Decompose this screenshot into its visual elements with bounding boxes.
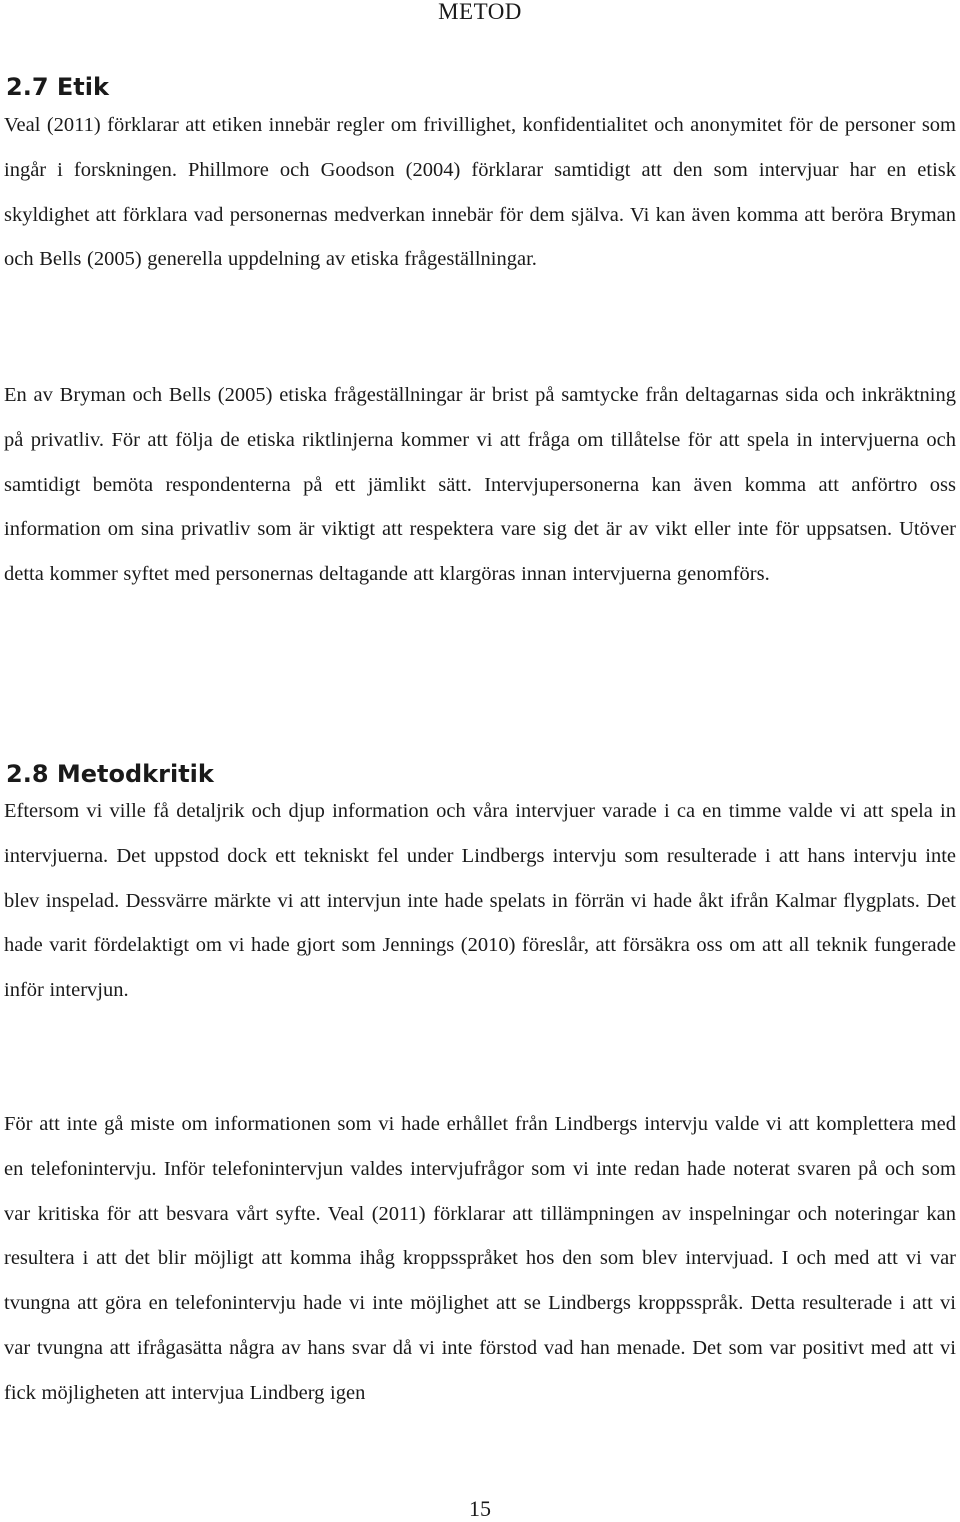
running-header: METOD: [438, 0, 522, 24]
paragraph-metodkritik-1: Eftersom vi ville få detaljrik och djup information och våra intervjuer varade i ca en timme valde vi att spela in intervjuerna. Det uppstod dock ett tekniskt fel under Lindbergs intervju som resulterade i att hans intervju inte blev inspelad. Dessvärre märkte vi att intervjun inte hade spelats in förrän vi hade åkt ifrån Kalmar flygplats. Det hade varit fördelaktigt om vi hade gjort som Jennings (2010) föreslår, att försäkra oss om att all teknik fungerade inför intervjun.: [4, 800, 956, 1002]
paragraph-etik-1: Veal (2011) förklarar att etiken innebär regler om frivillighet, konfidentialitet och anonymitet för de personer som ingår i forskningen. Phillmore och Goodson (2004) förklarar samtidigt att den som intervjuar har en etisk skyldighet att förklara vad personernas medverkan innebär för dem själva. Vi kan även komma att beröra Bryman och Bells (2005) generella uppdelning av etiska frågeställningar.: [4, 114, 956, 271]
section-heading-etik: 2.7 Etik: [6, 73, 109, 101]
paragraph-etik-2: En av Bryman och Bells (2005) etiska frågeställningar är brist på samtycke från deltagarnas sida och inkräktning på privatliv. För att följa de etiska riktlinjerna kommer vi att fråga om tillåtelse för att spela in intervjuerna och samtidigt bemöta respondenterna på ett jämlikt sätt. Intervjupersonerna kan även komma att anförtro oss information om sina privatliv som är viktigt att respektera vare sig det är av vikt eller inte för uppsatsen. Utöver detta kommer syftet med personernas deltagande att klargöras innan intervjuerna genomförs.: [4, 384, 956, 586]
section-heading-metodkritik: 2.8 Metodkritik: [6, 760, 214, 788]
paragraph-metodkritik-2: För att inte gå miste om informationen som vi hade erhållet från Lindbergs intervju valde vi att komplettera med en telefonintervju. Inför telefonintervjun valdes intervjufrågor som vi inte redan hade noterat svaren på och som var kritiska för att besvara vårt syfte. Veal (2011) förklarar att tillämpningen av inspelningar och noteringar kan resultera i att det blir möjligt att komma ihåg kroppsspråket hos den som blev intervjuad. I och med att vi var tvungna att göra en telefonintervju hade vi inte möjlighet att se Lindbergs kroppsspråk. Detta resulterade i att vi var tvungna att ifrågasätta några av hans svar då vi inte förstod vad han menade. Det som var positivt med att vi fick möjligheten att intervjua Lindberg igen: [4, 1113, 956, 1404]
page-number: 15: [469, 1496, 491, 1521]
